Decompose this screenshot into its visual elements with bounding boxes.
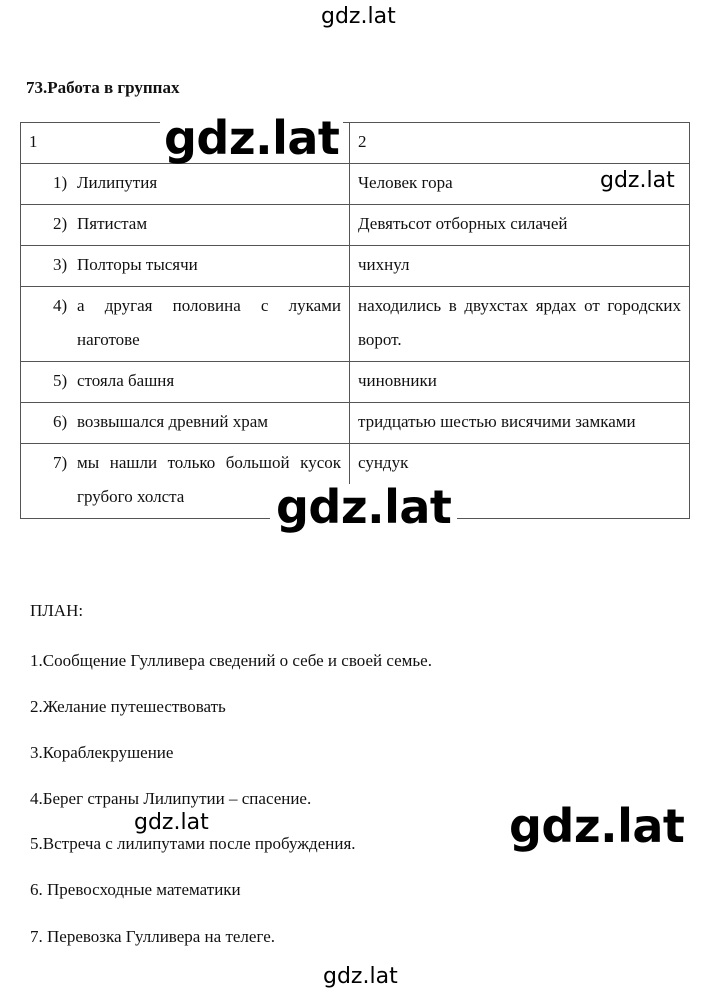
left-cell [21,205,350,246]
right-cell: сундук [350,444,690,519]
row-number: 7) [53,453,68,472]
left-text: стояла башня [77,371,175,390]
table-row [21,246,690,287]
plan-item-5: 5.Встреча с лилипутами после пробуждения. [30,834,356,853]
plan-item-2: 2.Желание путешествовать [30,697,226,716]
plan-item-6: 6. Превосходные математики [30,880,241,899]
right-cell: чихнул [350,246,690,287]
table-row [21,205,690,246]
left-cell [21,164,350,205]
table-row [21,403,690,444]
right-cell: Девятьсот отборных силачей [350,205,690,246]
header-cell-1: 1 [21,123,350,164]
left-cell [21,287,350,362]
plan-item-7: 7. Перевозка Гулливера на телеге. [30,927,275,946]
row-number: 1) [53,173,68,192]
table-row [21,362,690,403]
watermark-plan-big: gdz.lat [509,799,685,853]
plan-item-4: 4.Берег страны Лилипутии – спасение. [30,789,312,808]
table-row [21,164,690,205]
right-cell: Человек гора [350,164,690,205]
watermark-table-top: gdz.lat [160,115,343,161]
right-cell: находились в двухстах ярдах от городских ворот. [350,287,690,362]
row-number: 2) [53,214,68,233]
watermark-bottom: gdz.lat [323,964,398,989]
left-text: Пятистам [77,214,148,233]
left-cell [21,403,350,444]
watermark-plan-small: gdz.lat [134,810,209,835]
left-text: Лилипутия [77,173,158,192]
row-number: 6) [53,412,68,431]
left-text: возвышался древний храм [77,412,269,431]
matching-table [20,122,690,519]
table-header-row [21,123,690,164]
row-number: 5) [53,371,68,390]
left-text: а другая половина с луками наготове [77,296,341,349]
right-cell: тридцатью шестью висячими замками [350,403,690,444]
left-cell [21,246,350,287]
row-number: 4) [53,296,68,315]
row-number: 3) [53,255,68,274]
section-title: 73.Работа в группах [26,78,180,97]
plan-item-1: 1.Сообщение Гулливера сведений о себе и своей семье. [30,651,432,670]
watermark-table-bottom: gdz.lat [270,484,457,530]
table-row [21,287,690,362]
header-cell-2: 2 [350,123,690,164]
watermark-table-right: gdz.lat [600,168,675,193]
left-cell [21,362,350,403]
right-cell: чиновники [350,362,690,403]
watermark-top: gdz.lat [321,4,396,29]
left-text: мы нашли только большой кусок грубого холста [77,453,341,506]
left-text: Полторы тысячи [77,255,198,274]
plan-item-3: 3.Кораблекрушение [30,743,174,762]
plan-heading: ПЛАН: [30,601,84,620]
